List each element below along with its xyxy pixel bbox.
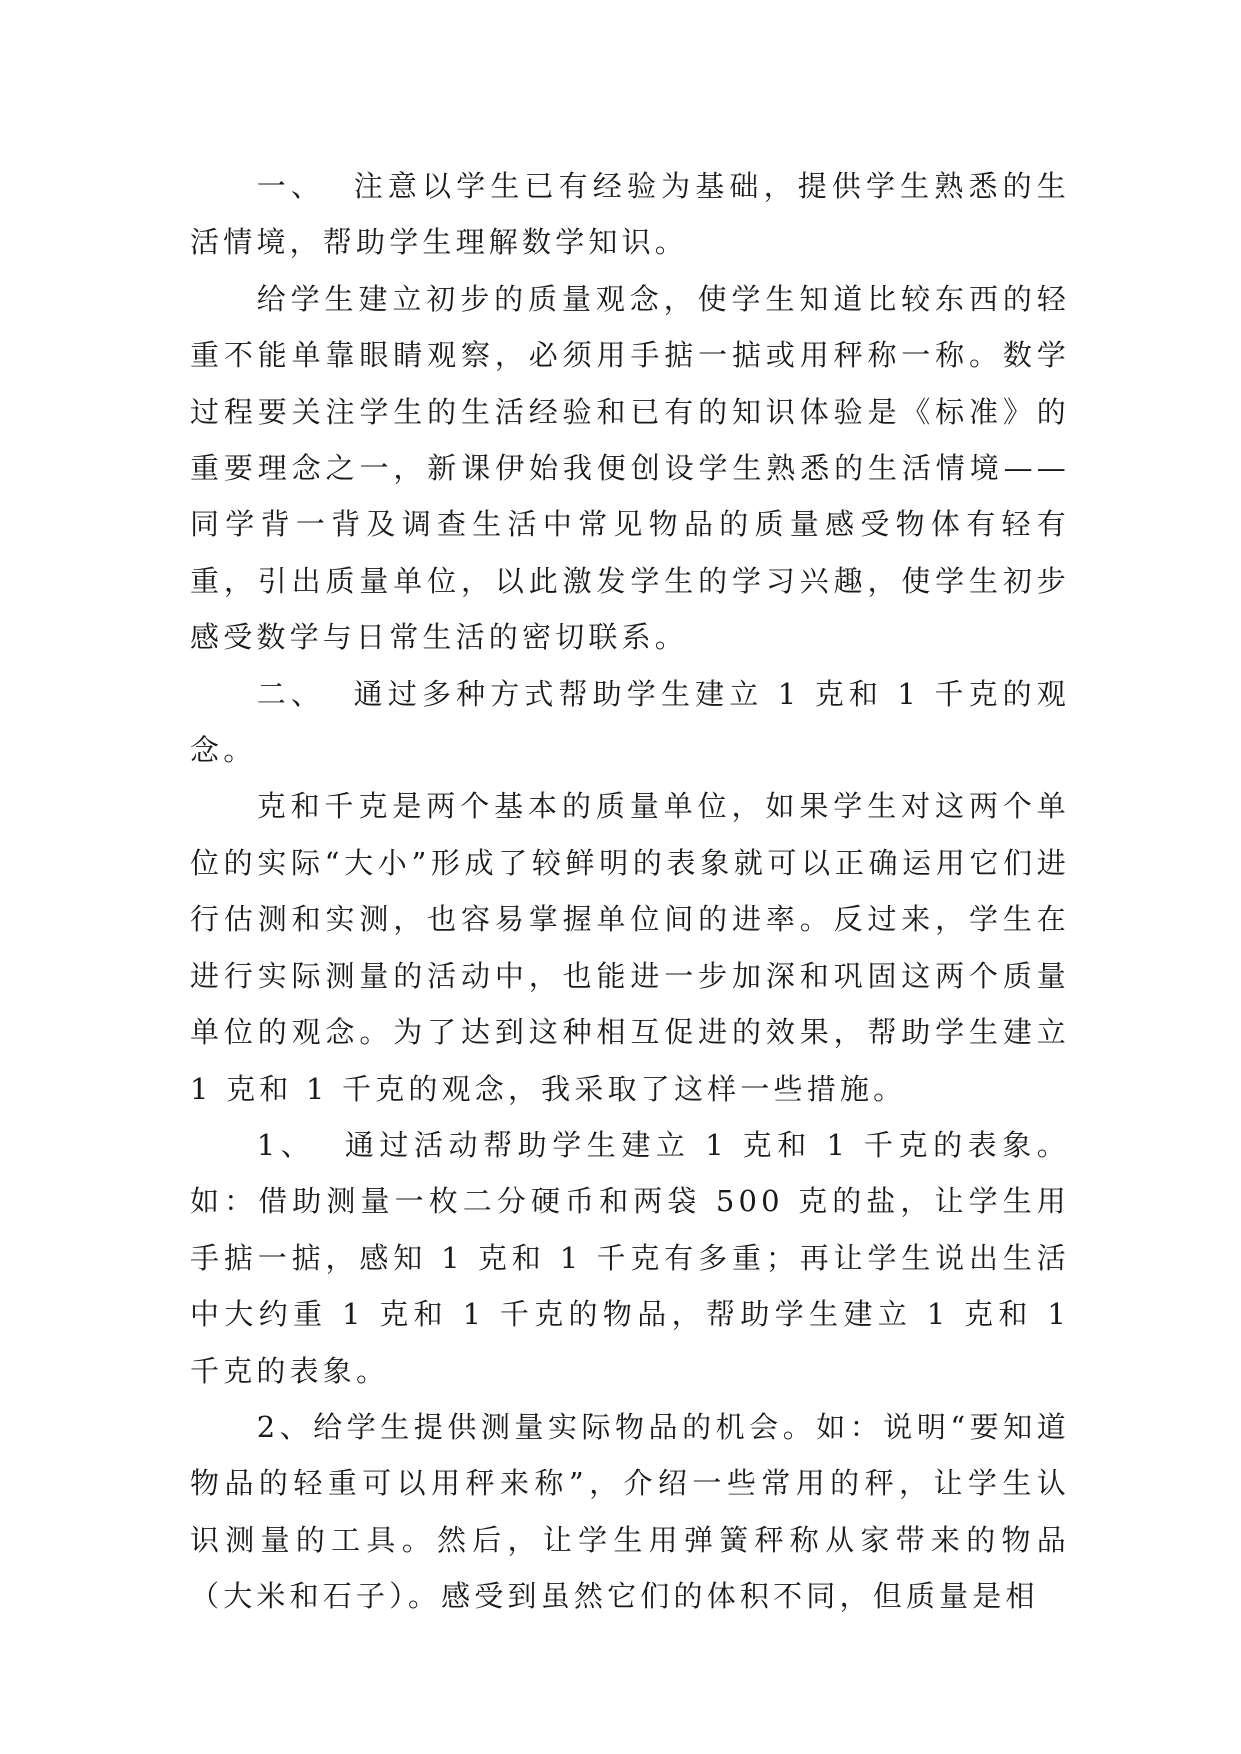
paragraph: 克和千克是两个基本的质量单位，如果学生对这两个单位的实际“大小”形成了较鲜明的表象就可以正确运用它们进行估测和实测，也容易掌握单位间的进率。反过来，学生在进行实际测量的活动中，也能进一步加深和巩固这两个质量单位的观念。为了达到这种相互促进的效果，帮助学生建立 1 克和 1 千克的观念，我采取了这样一些措施。 [190,789,1084,1106]
list-item-2: 2、给学生提供测量实际物品的机会。如：说明“要知道物品的轻重可以用秤来称”，介绍一些常用的秤，让学生认识测量的工具。然后，让学生用弹簧秤称从家带来的物品（大米和石子）。感受到虽然它们的体积不同，但质量是相 [190,1409,1070,1614]
paragraph: 给学生建立初步的质量观念，使学生知道比较东西的轻重不能单靠眼睛观察，必须用手掂一掂或用秤称一称。数学过程要关注学生的生活经验和已有的知识体验是《标准》的重要理念之一，新课伊始我便创设学生熟悉的生活情境——同学背一背及调查生活中常见物品的质量感受物体有轻有重，引出质量单位，以此激发学生的学习兴趣，使学生初步感受数学与日常生活的密切联系。 [190,281,1070,655]
document-body [190,158,1084,1625]
list-item-1: 1、 通过活动帮助学生建立 1 克和 1 千克的表象。如：借助测量一枚二分硬币和两袋 500 克的盐，让学生用手掂一掂，感知 1 克和 1 千克有多重；再让学生说出生活中大约重 1 克和 1 千克的物品，帮助学生建立 1 克和 1 千克的表象。 [190,1127,1084,1388]
heading-two: 二、 通过多种方式帮助学生建立 1 克和 1 千克的观念。 [190,676,1070,768]
heading-one: 一、 注意以学生已有经验为基础，提供学生熟悉的生活情境，帮助学生理解数学知识。 [190,169,1070,260]
